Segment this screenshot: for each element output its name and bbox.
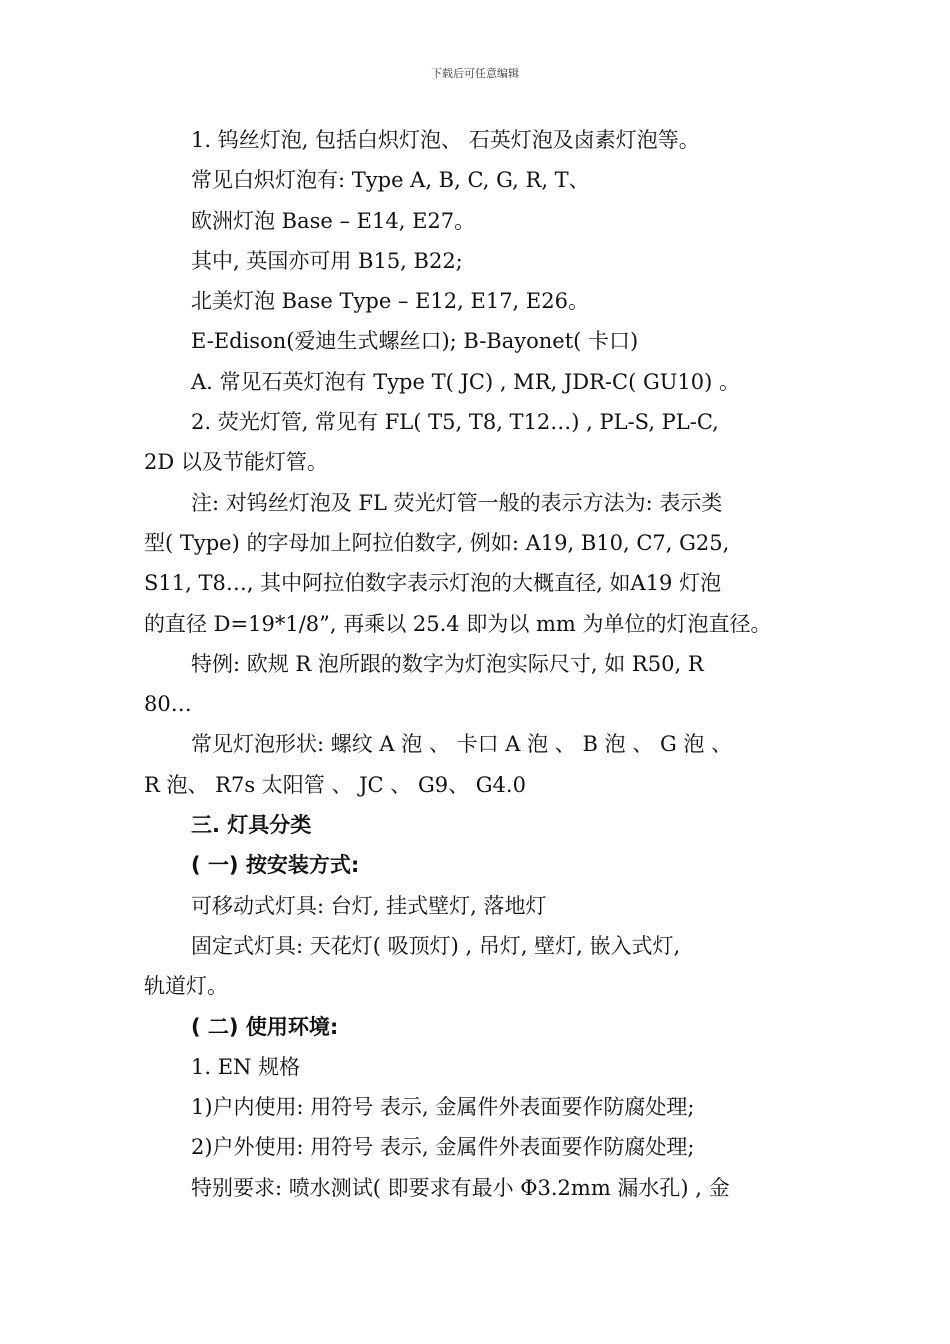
line-outdoor-use: 2)户外使用: 用符号 表示, 金属件外表面要作防腐处理; [191,1135,695,1160]
paragraph-note: 注: 对钨丝灯泡及 FL 荧光灯管一般的表示方法为: 表示类 [191,490,723,515]
paragraph-bulb-shapes: 常见灯泡形状: 螺纹 A 泡 、 卡口 A 泡 、 B 泡 、 G 泡 、 [191,732,733,757]
line-special-requirements: 特别要求: 喷水测试( 即要求有最小 Φ3.2mm 漏水孔) , 金 [191,1175,730,1200]
line-fixed-fixtures: 固定式灯具: 天花灯( 吸顶灯) , 吊灯, 壁灯, 嵌入式灯, [191,933,681,958]
line-fixed-fixtures-cont: 轨道灯。 [144,974,228,999]
document-body [144,120,814,1208]
paragraph-fluorescent-tubes: 2. 荧光灯管, 常见有 FL( T5, T8, T12…) , PL-S, PL-C, [191,410,719,435]
section-heading-fixture-classification: 三. 灯具分类 [191,813,312,838]
paragraph-bulb-shapes-cont: R 泡、 R7s 太阳管 、 JC 、 G9、 G4.0 [144,772,526,797]
paragraph-special-case-cont: 80… [144,692,192,717]
page-header: 下载后可任意编辑 [431,67,519,80]
paragraph-special-case: 特例: 欧规 R 泡所跟的数字为灯泡实际尺寸, 如 R50, R [191,651,704,676]
line-portable-fixtures: 可移动式灯具: 台灯, 挂式壁灯, 落地灯 [191,893,547,918]
subsection-heading-installation: ( 一) 按安装方式: [191,853,360,878]
paragraph-fluorescent-tubes-cont: 2D 以及节能灯管。 [144,450,328,475]
subsection-heading-environment: ( 二) 使用环境: [191,1014,339,1039]
line-edison-bayonet: E-Edison(爱迪生式螺丝口); B-Bayonet( 卡口) [191,329,639,354]
line-north-america-base: 北美灯泡 Base Type – E12, E17, E26。 [191,289,589,314]
paragraph-tungsten-bulbs: 1. 钨丝灯泡, 包括白炽灯泡、 石英灯泡及卤素灯泡等。 [191,128,700,152]
line-indoor-use: 1)户内使用: 用符号 表示, 金属件外表面要作防腐处理; [191,1095,695,1120]
paragraph-note-cont-3: 的直径 D=19*1/8”, 再乘以 25.4 即为以 mm 为单位的灯泡直径。 [144,611,772,636]
line-incandescent-types: 常见白炽灯泡有: Type A, B, C, G, R, T、 [191,168,590,193]
line-en-spec: 1. EN 规格 [191,1054,301,1079]
line-quartz-types: A. 常见石英灯泡有 Type T( JC) , MR, JDR-C( GU10) 。 [191,369,741,394]
line-europe-base: 欧洲灯泡 Base – E14, E27。 [191,208,476,233]
paragraph-note-cont-2: S11, T8…, 其中阿拉伯数字表示灯泡的大概直径, 如A19 灯泡 [144,571,722,596]
line-uk-base: 其中, 英国亦可用 B15, B22; [191,248,463,273]
paragraph-note-cont-1: 型( Type) 的字母加上阿拉伯数字, 例如: A19, B10, C7, G25, [144,530,730,555]
